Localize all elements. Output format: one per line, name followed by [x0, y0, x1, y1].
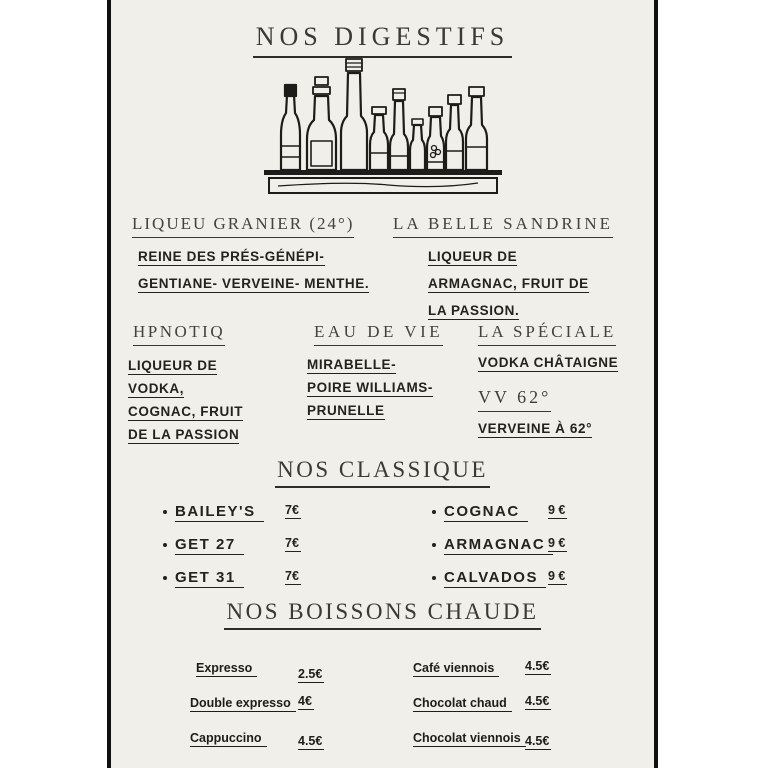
list-item — [190, 729, 324, 750]
classique-right-column — [432, 503, 567, 602]
section-heading: LA SPÉCIALE — [478, 322, 616, 346]
section-line: PRUNELLE — [307, 403, 385, 418]
bottles-illustration — [111, 56, 654, 209]
item-name: CALVADOS — [444, 569, 546, 588]
item-price: 9 € — [548, 536, 566, 550]
list-item — [413, 694, 551, 715]
section-body — [307, 357, 443, 420]
item-name: Cappuccino — [190, 731, 267, 747]
item-name: Café viennois — [413, 661, 499, 677]
boissons-heading: NOS BOISSONS CHAUDE — [224, 599, 540, 630]
item-name: Double expresso — [190, 696, 296, 712]
section-la-belle-sandrine — [393, 214, 613, 330]
boissons-left-column — [190, 659, 324, 764]
list-item — [190, 694, 324, 715]
section-heading: HPNOTIQ — [133, 322, 225, 346]
list-item — [432, 536, 567, 556]
section-line: ARMAGNAC, FRUIT DE — [428, 276, 589, 291]
section-line: VODKA CHÂTAIGNE — [478, 355, 619, 370]
item-price: 7€ — [285, 503, 299, 517]
bottles-shelf-drawing — [258, 56, 508, 204]
item-name: GET 27 — [175, 536, 244, 555]
item-price: 9 € — [548, 503, 566, 517]
section-subheading-row — [478, 387, 618, 412]
list-item — [163, 503, 301, 523]
item-name: Expresso — [196, 661, 257, 677]
bullet-icon — [163, 576, 167, 580]
list-item — [432, 569, 567, 589]
item-name: COGNAC — [444, 503, 528, 522]
section-line: REINE DES PRÉS-GÉNÉPI- — [138, 249, 325, 264]
item-name: GET 31 — [175, 569, 244, 588]
section-line: LIQUEUR DE — [428, 249, 518, 264]
section-eau-de-vie — [307, 322, 443, 426]
section-hpnotiq — [128, 322, 243, 450]
section-line: COGNAC, FRUIT — [128, 404, 244, 419]
section-body — [428, 249, 613, 320]
classique-heading: NOS CLASSIQUE — [275, 457, 490, 488]
item-name: BAILEY'S — [175, 503, 264, 522]
section-line: VODKA, — [128, 381, 185, 396]
section-line: GENTIANE- VERVEINE- MENTHE. — [138, 276, 370, 291]
section-la-speciale — [478, 322, 618, 438]
bullet-icon — [432, 510, 436, 514]
section-heading: LIQUEU GRANIER (24°) — [132, 214, 354, 238]
list-item — [413, 659, 551, 680]
classique-heading-row — [111, 457, 654, 488]
section-line: LA PASSION. — [428, 303, 520, 318]
item-price: 7€ — [285, 536, 299, 550]
item-name: ARMAGNAC — [444, 536, 553, 555]
page-title: NOS DIGESTIFS — [253, 22, 513, 58]
list-item — [432, 503, 567, 523]
section-heading: LA BELLE SANDRINE — [393, 214, 613, 238]
item-price: 4€ — [298, 694, 312, 708]
section-line: POIRE WILLIAMS- — [307, 380, 433, 395]
section-body — [138, 249, 369, 293]
boissons-right-column — [413, 659, 551, 764]
item-price: 4.5€ — [525, 659, 550, 673]
section-line: DE LA PASSION — [128, 427, 240, 442]
bullet-icon — [163, 510, 167, 514]
item-price: 4.5€ — [525, 734, 550, 748]
section-liqueur-granier — [132, 214, 369, 303]
list-item — [163, 569, 301, 589]
section-line: MIRABELLE- — [307, 357, 397, 372]
section-heading: EAU DE VIE — [314, 322, 443, 346]
item-price: 4.5€ — [298, 734, 323, 748]
item-name: Chocolat viennois — [413, 731, 526, 747]
menu-panel — [107, 0, 658, 768]
item-price: 4.5€ — [525, 694, 550, 708]
section-line: LIQUEUR DE — [128, 358, 218, 373]
bullet-icon — [163, 543, 167, 547]
item-price: 7€ — [285, 569, 299, 583]
list-item — [163, 536, 301, 556]
section-line: VERVEINE À 62° — [478, 421, 593, 436]
item-price: 2.5€ — [298, 667, 323, 681]
item-name: Chocolat chaud — [413, 696, 512, 712]
section-body — [128, 358, 243, 444]
list-item — [190, 659, 324, 680]
classique-left-column — [163, 503, 301, 602]
section-body — [478, 355, 618, 372]
bullet-icon — [432, 576, 436, 580]
boissons-heading-row — [111, 599, 654, 630]
list-item — [413, 729, 551, 750]
item-price: 9 € — [548, 569, 566, 583]
section-subheading: VV 62° — [478, 387, 551, 412]
section-body — [478, 421, 618, 438]
title-row — [111, 22, 654, 58]
bullet-icon — [432, 543, 436, 547]
